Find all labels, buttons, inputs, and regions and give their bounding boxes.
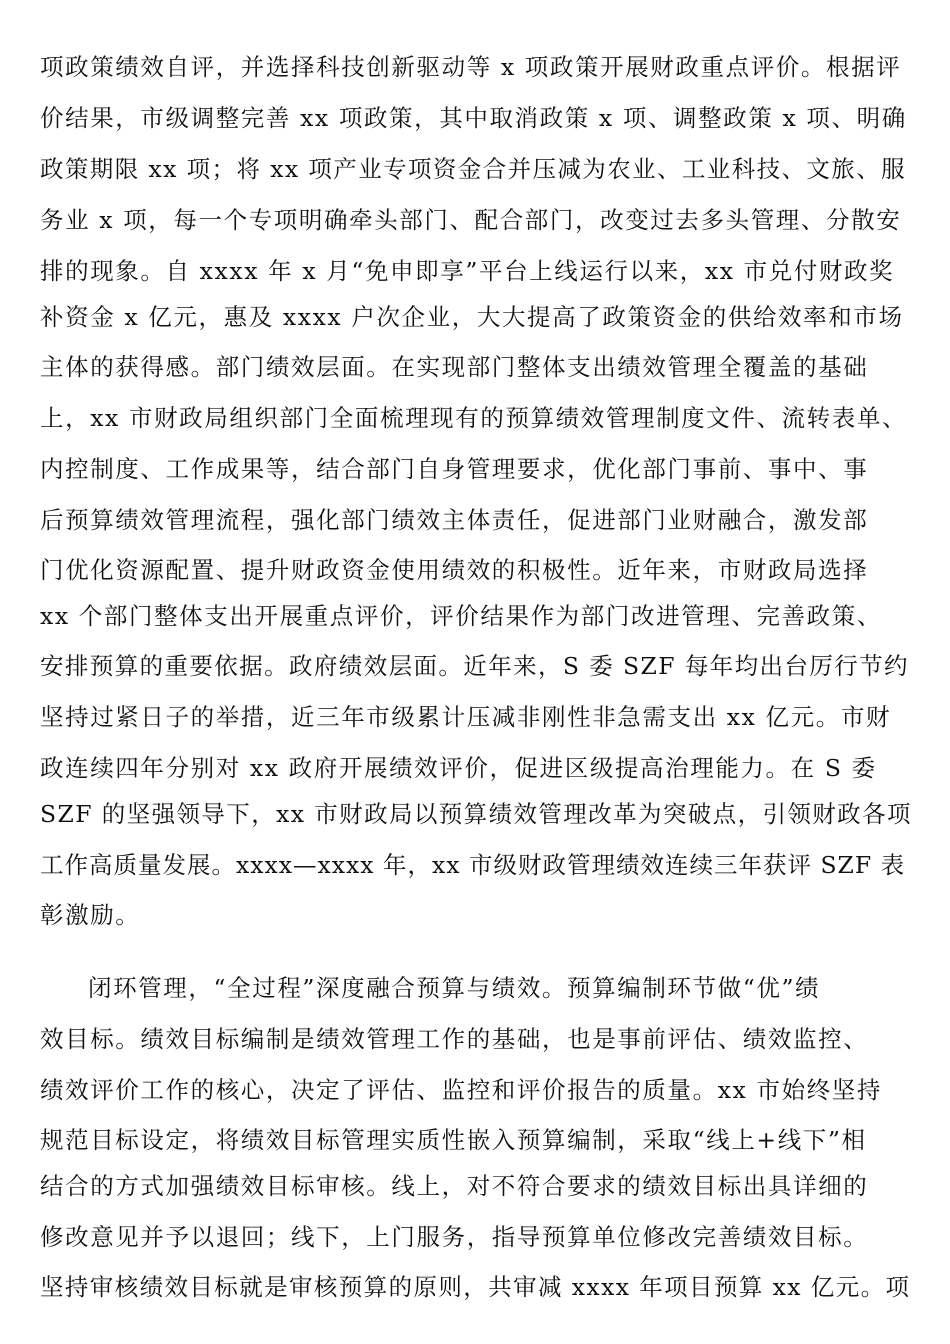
text-line: 政策期限 xx 项；将 xx 项产业专项资金合并压减为农业、工业科技、文旅、服	[40, 155, 906, 183]
text-line: 后预算绩效管理流程，强化部门绩效主体责任，促进部门业财融合，激发部	[40, 506, 869, 534]
text-line: 补资金 x 亿元，惠及 xxxx 户次企业，大大提高了政策资金的供给效率和市场	[40, 303, 904, 331]
text-line: SZF 的坚强领导下，xx 市财政局以预算绩效管理改革为突破点，引领财政各项	[40, 800, 912, 828]
text-line: 彰激励。	[40, 901, 141, 929]
text-line: 上，xx 市财政局组织部门全面梳理现有的预算绩效管理制度文件、流转表单、	[40, 404, 908, 432]
text-line: 修改意见并予以退回；线下，上门服务，指导预算单位修改完善绩效目标。	[40, 1223, 869, 1251]
text-line: 务业 x 项，每一个专项明确牵头部门、配合部门，改变过去多头管理、分散安	[40, 206, 902, 234]
text-line: 政连续四年分别对 xx 政府开展绩效评价，促进区级提高治理能力。在 S 委	[40, 754, 877, 782]
text-line: 坚持审核绩效目标就是审核预算的原则，共审减 xxxx 年项目预算 xx 亿元。项	[40, 1273, 911, 1301]
text-line: xx 个部门整体支出开展重点评价，评价结果作为部门改进管理、完善政策、	[40, 602, 882, 630]
text-line: 规范目标设定，将绩效目标管理实质性嵌入预算编制，采取“线上+线下”相	[40, 1126, 867, 1154]
text-line: 项政策绩效自评，并选择科技创新驱动等 x 项政策开展财政重点评价。根据评	[40, 53, 902, 81]
text-line: 排的现象。自 xxxx 年 x 月“免申即享”平台上线运行以来，xx 市兑付财政奖	[40, 257, 895, 285]
text-line: 价结果，市级调整完善 xx 项政策，其中取消政策 x 项、调整政策 x 项、明确	[40, 104, 907, 132]
text-line: 坚持过紧日子的举措，近三年市级累计压减非刚性非急需支出 xx 亿元。市财	[40, 703, 892, 731]
text-line: 闭环管理，“全过程”深度融合预算与绩效。预算编制环节做“优”绩	[88, 974, 821, 1002]
text-line: 绩效评价工作的核心，决定了评估、监控和评价报告的质量。xx 市始终坚持	[40, 1076, 882, 1104]
text-line: 内控制度、工作成果等，结合部门自身管理要求，优化部门事前、事中、事	[40, 455, 869, 483]
text-line: 安排预算的重要依据。政府绩效层面。近年来，S 委 SZF 每年均出台厉行节约	[40, 652, 909, 680]
text-line: 结合的方式加强绩效目标审核。线上，对不符合要求的绩效目标出具详细的	[40, 1172, 869, 1200]
text-line: 效目标。绩效目标编制是绩效管理工作的基础，也是事前评估、绩效监控、	[40, 1025, 869, 1053]
text-line: 门优化资源配置、提升财政资金使用绩效的积极性。近年来，市财政局选择	[40, 556, 869, 584]
text-line: 工作高质量发展。xxxx—xxxx 年，xx 市级财政管理绩效连续三年获评 SZF 表	[40, 851, 906, 879]
text-line: 主体的获得感。部门绩效层面。在实现部门整体支出绩效管理全覆盖的基础	[40, 353, 869, 381]
